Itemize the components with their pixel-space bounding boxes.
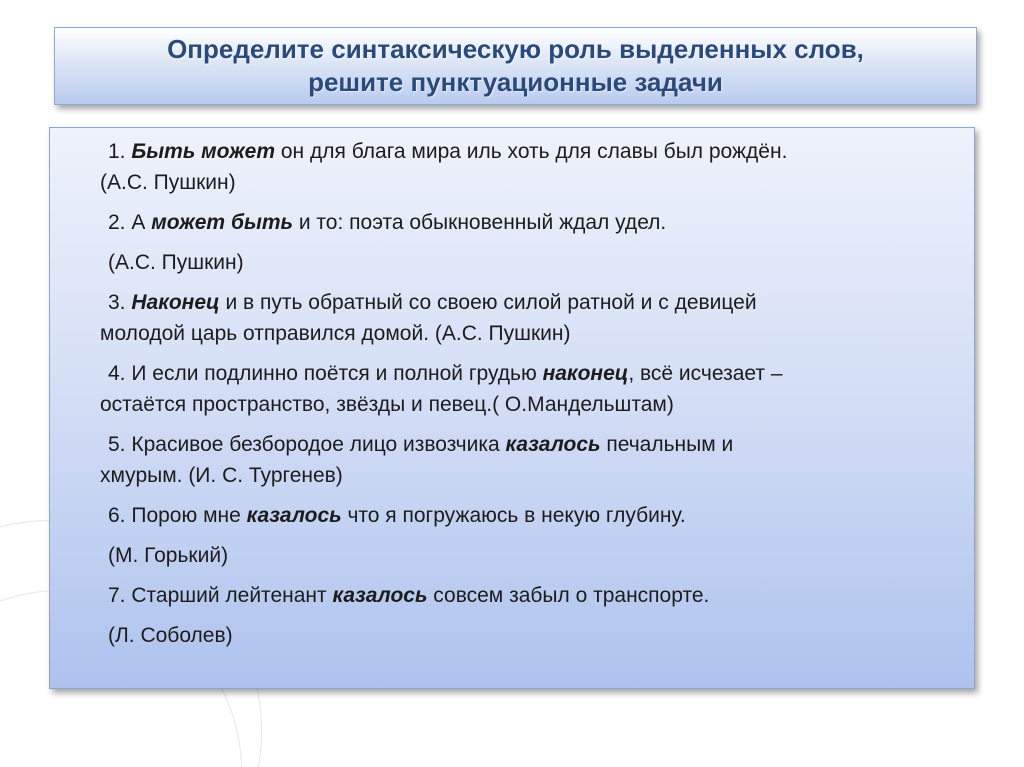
list-item (100, 500, 954, 531)
highlighted-word: казалось (505, 433, 601, 456)
highlighted-word: Быть может (131, 140, 276, 163)
list-item (100, 247, 954, 278)
line-text: и то: поэта обыкновенный ждал удел. (293, 211, 667, 234)
line-text: (Л. Соболев) (108, 624, 233, 647)
item-line (100, 287, 954, 318)
item-line (100, 580, 954, 611)
line-text: 2. А (108, 211, 152, 234)
item-line (100, 136, 954, 167)
line-text: молодой царь отправился домой. (А.С. Пушкин) (100, 322, 571, 345)
item-line (100, 500, 954, 531)
line-text: остаётся пространство, звёзды и певец.( О.Мандельштам) (100, 393, 674, 416)
highlighted-word: казалось (332, 584, 428, 607)
line-text: хмурым. (И. С. Тургенев) (100, 464, 343, 487)
line-text: , всё исчезает – (628, 362, 783, 385)
highlighted-word: казалось (246, 504, 342, 527)
line-text: 4. И если подлинно поётся и полной грудью (108, 362, 543, 385)
item-line (100, 389, 954, 420)
item-line (100, 460, 954, 491)
line-text: он для блага мира иль хоть для славы был рождён. (275, 140, 788, 163)
list-item (100, 620, 954, 651)
list-item (100, 287, 954, 349)
line-text: что я погружаюсь в некую глубину. (341, 504, 686, 527)
list-item (100, 540, 954, 571)
line-text: 3. (108, 291, 132, 314)
item-line (100, 358, 954, 389)
line-text: 7. Старший лейтенант (108, 584, 333, 607)
content-box (49, 127, 975, 689)
line-text: (А.С. Пушкин) (108, 251, 244, 274)
highlighted-word: наконец (542, 362, 629, 385)
line-text: совсем забыл о транспорте. (427, 584, 710, 607)
highlighted-word: Наконец (131, 291, 220, 314)
line-text: печальным и (600, 433, 734, 456)
item-line (100, 620, 954, 651)
item-line (100, 167, 954, 198)
line-text: и в путь обратный со своею силой ратной и с девицей (219, 291, 757, 314)
item-line (100, 247, 954, 278)
list-item (100, 580, 954, 611)
line-text: 6. Порою мне (108, 504, 247, 527)
list-item (100, 429, 954, 491)
list-item (100, 358, 954, 420)
slide-title: Определите синтаксическую роль выделенных слов, решите пунктуационные задачи (167, 34, 864, 97)
title-box (54, 27, 977, 105)
item-line (100, 540, 954, 571)
item-line (100, 318, 954, 349)
list-item (100, 207, 954, 238)
line-text: 1. (108, 140, 132, 163)
item-line (100, 429, 954, 460)
item-line (100, 207, 954, 238)
list-item (100, 134, 954, 198)
highlighted-word: может быть (151, 211, 294, 234)
line-text: (М. Горький) (108, 544, 229, 567)
line-text: 5. Красивое безбородое лицо извозчика (108, 433, 506, 456)
line-text: (А.С. Пушкин) (100, 171, 236, 194)
